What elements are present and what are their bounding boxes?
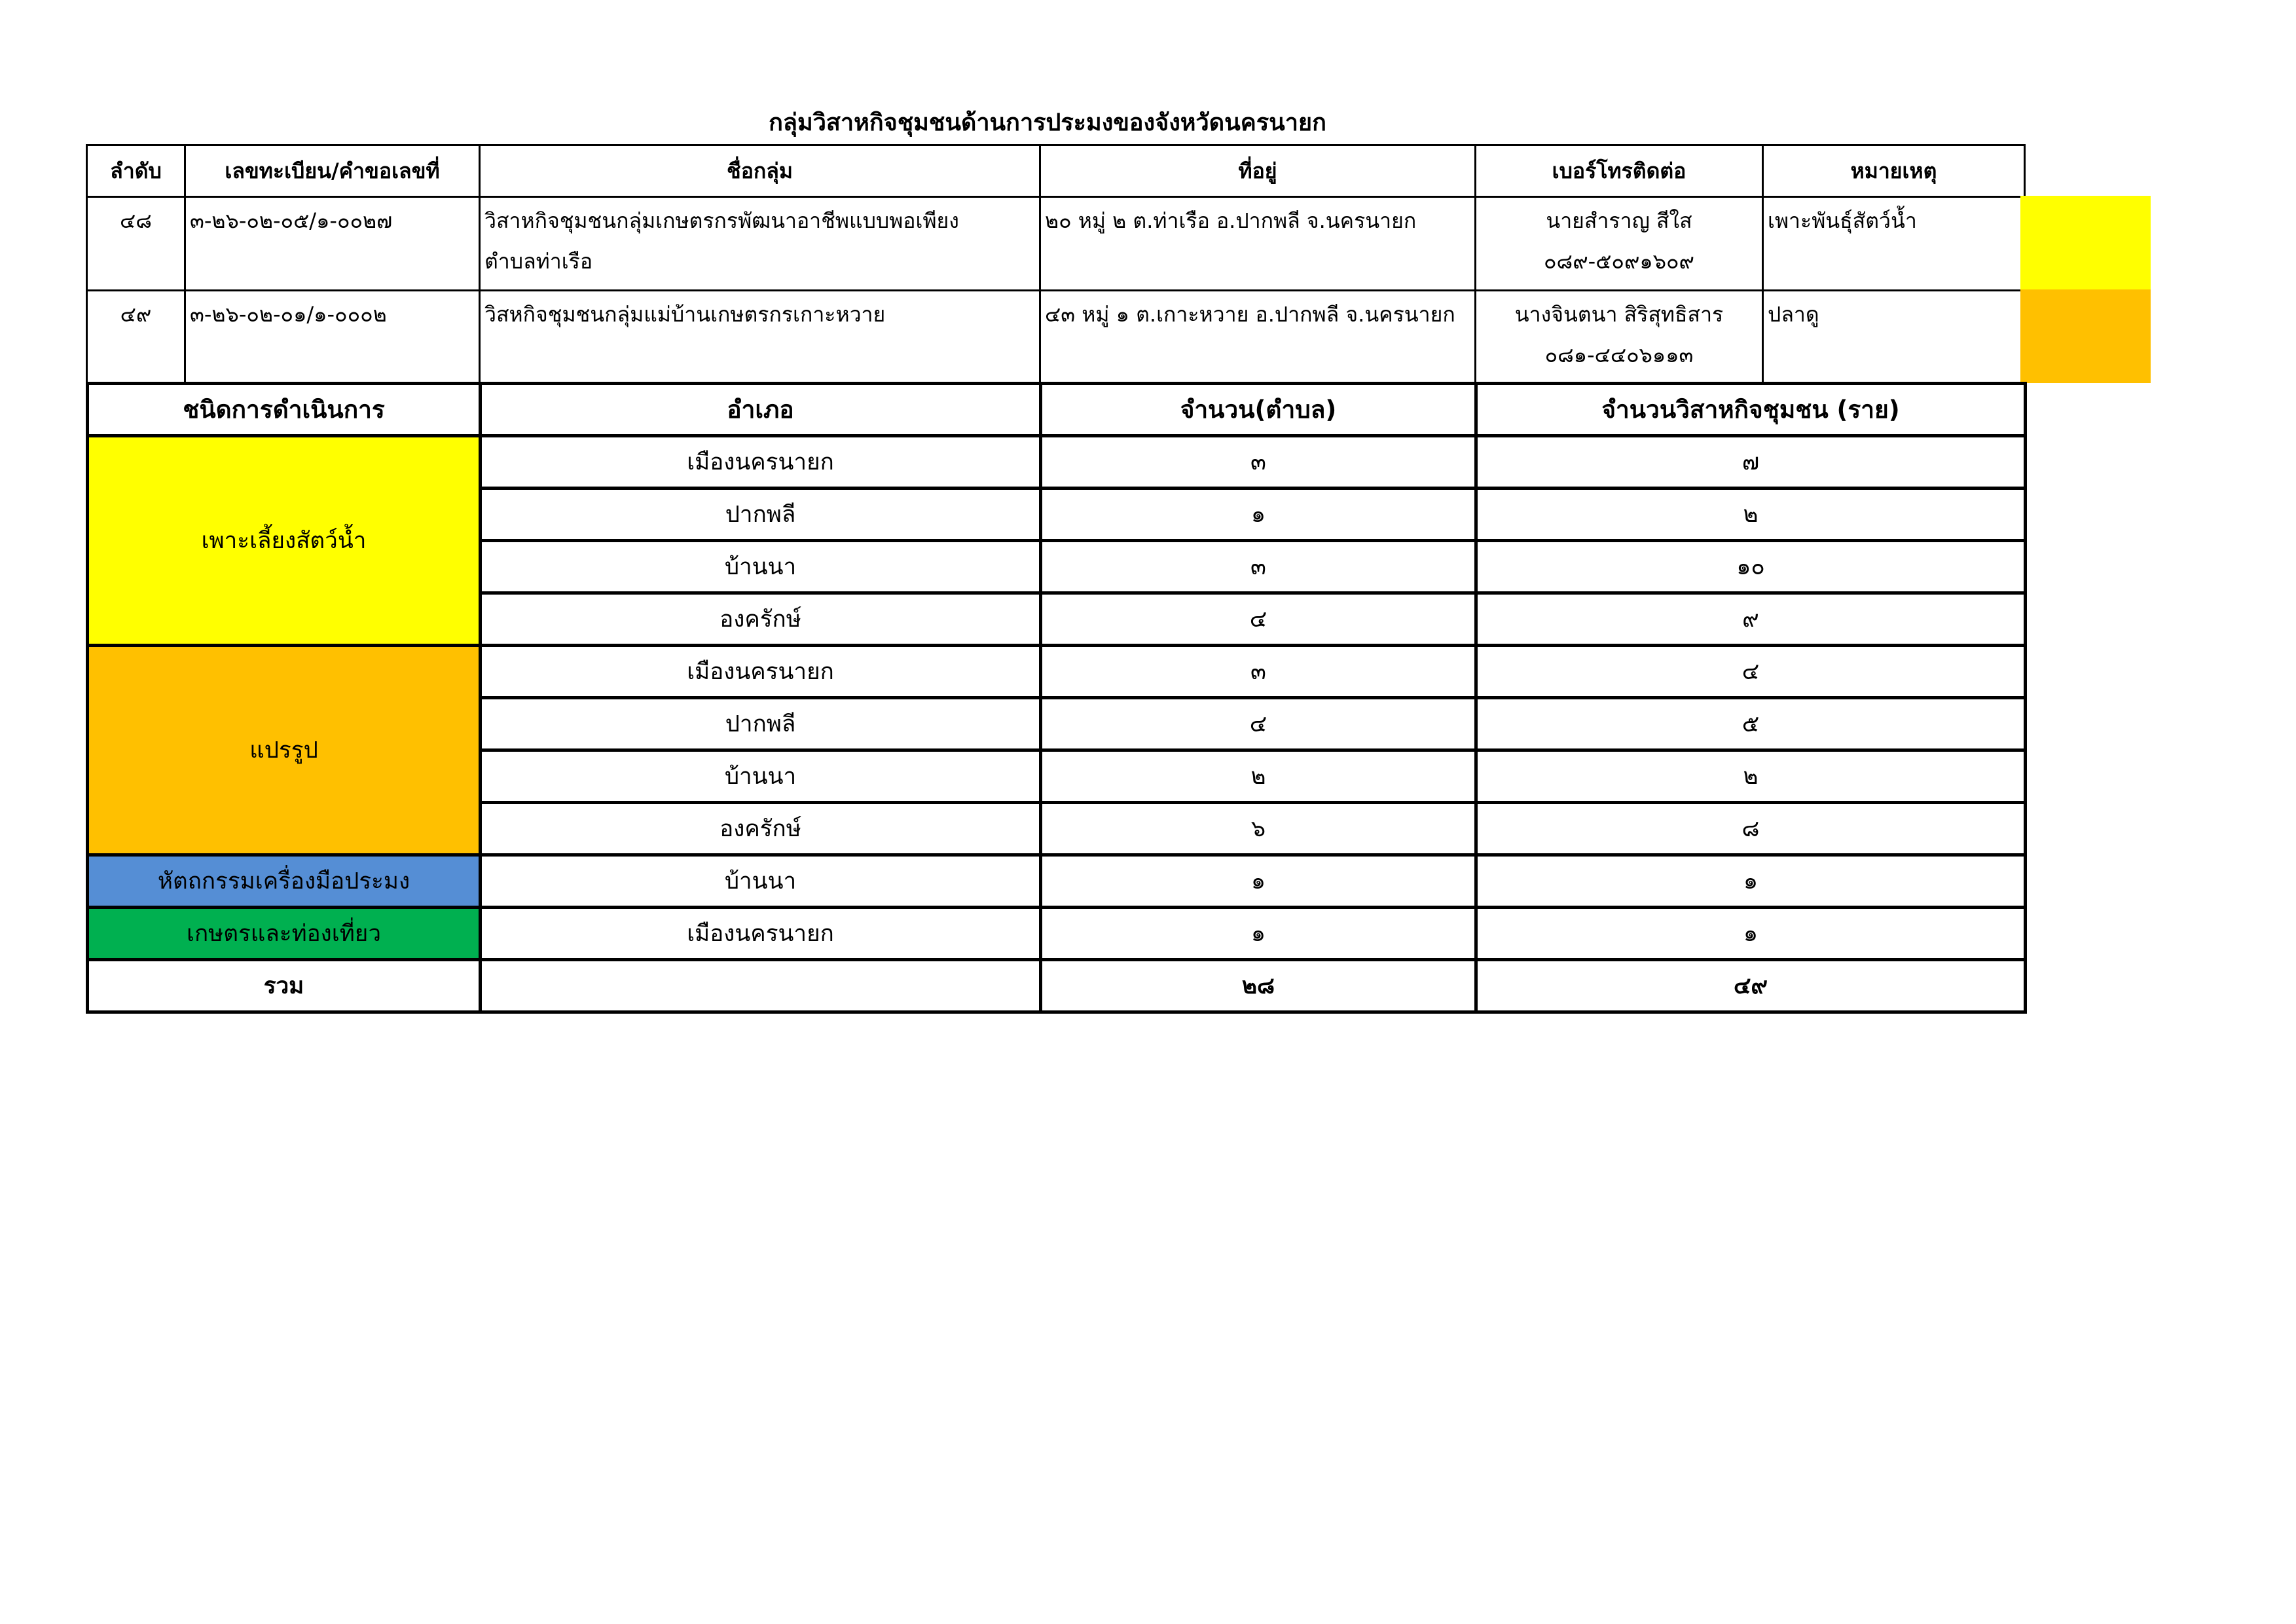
- cell-district: เมืองนครนายก: [481, 436, 1041, 489]
- cell-district: บ้านนา: [481, 541, 1041, 593]
- cell-subdistrict-count: ๖: [1041, 803, 1476, 855]
- table-row: [87, 291, 2025, 384]
- total-subdistrict-count: ๒๘: [1041, 960, 1476, 1012]
- group-name-line: วิสหกิจชุมชนกลุ่มแม่บ้านเกษตรกรเกาะหวาย: [484, 302, 886, 327]
- cell-order: ๔๘: [87, 197, 185, 291]
- cell-enterprise-count: ๑๐: [1476, 541, 2026, 593]
- cell-enterprise-count: ๔: [1476, 646, 2026, 698]
- records-header-row: [87, 145, 2025, 197]
- cell-note: ปลาดู: [1763, 291, 2025, 384]
- cell-district: เมืองนครนายก: [481, 646, 1041, 698]
- header-note: หมายเหตุ: [1763, 145, 2025, 197]
- contact-phone: ๐๘๙-๕๐๙๑๖๐๙: [1544, 249, 1694, 274]
- cell-order: ๔๙: [87, 291, 185, 384]
- summary-table: [86, 382, 2027, 1014]
- operation-type-cell: เพาะเลี้ยงสัตว์น้ำ: [88, 436, 481, 646]
- cell-registration: ๓-๒๖-๐๒-๐๕/๑-๐๐๒๗: [185, 197, 480, 291]
- summary-header-row: [88, 384, 2026, 436]
- header-phone: เบอร์โทรติดต่อ: [1476, 145, 1763, 197]
- note-color-swatch: [2020, 196, 2151, 289]
- total-label: รวม: [88, 960, 481, 1012]
- cell-district: ปากพลี: [481, 489, 1041, 541]
- cell-district: บ้านนา: [481, 855, 1041, 908]
- cell-address: ๒๐ หมู่ ๒ ต.ท่าเรือ อ.ปากพลี จ.นครนายก: [1040, 197, 1476, 291]
- cell-district: [481, 960, 1041, 1012]
- operation-type-cell: แปรรูป: [88, 646, 481, 855]
- header-group-name: ชื่อกลุ่ม: [480, 145, 1040, 197]
- cell-group-name: [480, 291, 1040, 384]
- cell-note: เพาะพันธุ์สัตว์น้ำ: [1763, 197, 2025, 291]
- total-enterprise-count: ๔๙: [1476, 960, 2026, 1012]
- header-operation-type: ชนิดการดำเนินการ: [88, 384, 481, 436]
- table-row: [88, 908, 2026, 960]
- cell-contact: [1476, 291, 1763, 384]
- cell-enterprise-count: ๙: [1476, 593, 2026, 646]
- cell-district: บ้านนา: [481, 750, 1041, 803]
- cell-subdistrict-count: ๑: [1041, 855, 1476, 908]
- cell-group-name: [480, 197, 1040, 291]
- records-table: [86, 144, 2026, 385]
- header-order: ลำดับ: [87, 145, 185, 197]
- cell-district: องครักษ์: [481, 593, 1041, 646]
- header-district: อำเภอ: [481, 384, 1041, 436]
- cell-subdistrict-count: ๑: [1041, 908, 1476, 960]
- cell-enterprise-count: ๗: [1476, 436, 2026, 489]
- cell-enterprise-count: ๑: [1476, 855, 2026, 908]
- cell-address: ๔๓ หมู่ ๑ ต.เกาะหวาย อ.ปากพลี จ.นครนายก: [1040, 291, 1476, 384]
- page-title: กลุ่มวิสาหกิจชุมชนด้านการประมงของจังหวัดนครนายก: [769, 109, 1326, 136]
- header-subdistrict-count: จำนวน(ตำบล): [1041, 384, 1476, 436]
- table-row: [88, 855, 2026, 908]
- total-row: [88, 960, 2026, 1012]
- cell-registration: ๓-๒๖-๐๒-๐๑/๑-๐๐๐๒: [185, 291, 480, 384]
- cell-enterprise-count: ๑: [1476, 908, 2026, 960]
- cell-subdistrict-count: ๔: [1041, 698, 1476, 750]
- header-address: ที่อยู่: [1040, 145, 1476, 197]
- operation-type-cell: หัตถกรรมเครื่องมือประมง: [88, 855, 481, 908]
- header-registration: เลขทะเบียน/คำขอเลขที่: [185, 145, 480, 197]
- contact-name: นายสำราญ สีใส: [1546, 208, 1692, 233]
- contact-phone: ๐๘๑-๔๔๐๖๑๑๓: [1544, 342, 1694, 367]
- table-row: [87, 197, 2025, 291]
- operation-type-cell: เกษตรและท่องเที่ยว: [88, 908, 481, 960]
- note-color-swatch: [2020, 289, 2151, 383]
- group-name-line: ตำบลท่าเรือ: [484, 249, 593, 274]
- cell-enterprise-count: ๕: [1476, 698, 2026, 750]
- cell-enterprise-count: ๒: [1476, 750, 2026, 803]
- cell-subdistrict-count: ๓: [1041, 436, 1476, 489]
- cell-subdistrict-count: ๑: [1041, 489, 1476, 541]
- cell-subdistrict-count: ๓: [1041, 646, 1476, 698]
- cell-subdistrict-count: ๒: [1041, 750, 1476, 803]
- cell-enterprise-count: ๘: [1476, 803, 2026, 855]
- cell-contact: [1476, 197, 1763, 291]
- cell-district: องครักษ์: [481, 803, 1041, 855]
- cell-subdistrict-count: ๓: [1041, 541, 1476, 593]
- cell-subdistrict-count: ๔: [1041, 593, 1476, 646]
- header-enterprise-count: จำนวนวิสาหกิจชุมชน (ราย): [1476, 384, 2026, 436]
- cell-enterprise-count: ๒: [1476, 489, 2026, 541]
- table-row: [88, 436, 2026, 489]
- contact-name: นางจินตนา สิริสุทธิสาร: [1514, 302, 1724, 327]
- cell-district: เมืองนครนายก: [481, 908, 1041, 960]
- cell-district: ปากพลี: [481, 698, 1041, 750]
- group-name-line: วิสาหกิจชุมชนกลุ่มเกษตรกรพัฒนาอาชีพแบบพอเพียง: [484, 208, 959, 233]
- table-row: [88, 646, 2026, 698]
